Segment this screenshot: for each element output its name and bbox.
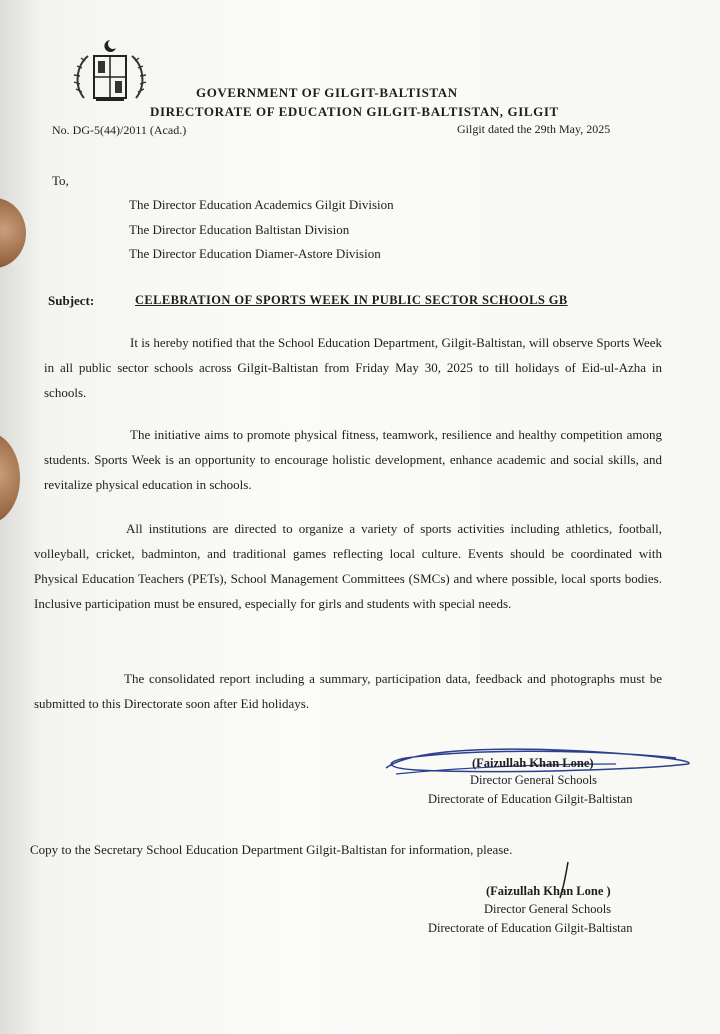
paragraph-1 xyxy=(44,330,662,405)
signatory-name-1: (Faizullah Khan Lone) xyxy=(472,756,594,770)
paragraph-2-text: The initiative aims to promote physical fitness, teamwork, resilience and healthy competition among students. Sports Week is an opportunity to encourage holistic development, enhance academic and social skills, and revitalize physical education in schools. xyxy=(44,427,662,492)
paragraph-4-text: The consolidated report including a summary, participation data, feedback and photographs must be submitted to this Directorate soon after Eid holidays. xyxy=(34,671,662,711)
paragraph-1-text: It is hereby notified that the School Education Department, Gilgit-Baltistan, will observe Sports Week in all public sector schools across Gilgit-Baltistan from Friday May 30, 2025 to till holidays of Eid-ul-Azha in schools. xyxy=(44,335,662,400)
letter-date: Gilgit dated the 29th May, 2025 xyxy=(457,122,611,136)
paragraph-3 xyxy=(34,516,662,616)
subject-label: Subject: xyxy=(48,293,95,308)
to-label: To, xyxy=(52,173,69,188)
government-emblem-icon xyxy=(70,36,150,110)
signatory-title-2: Director General Schools xyxy=(484,902,612,916)
header-government: GOVERNMENT OF GILGIT-BALTISTAN xyxy=(196,85,458,100)
signatory-org-2: Directorate of Education Gilgit-Baltistan xyxy=(428,921,633,935)
recipient-1: The Director Education Academics Gilgit Division xyxy=(129,197,394,212)
recipient-2: The Director Education Baltistan Division xyxy=(129,222,350,237)
header-directorate: DIRECTORATE OF EDUCATION GILGIT-BALTISTAN, GILGIT xyxy=(150,104,559,119)
paragraph-2 xyxy=(44,422,662,497)
reference-number: No. DG-5(44)/2011 (Acad.) xyxy=(52,123,187,137)
recipient-3: The Director Education Diamer-Astore Division xyxy=(129,246,381,261)
signatory-title-1: Director General Schools xyxy=(470,773,598,787)
signatory-org-1: Directorate of Education Gilgit-Baltistan xyxy=(428,792,633,806)
subject-text: CELEBRATION OF SPORTS WEEK IN PUBLIC SECTOR SCHOOLS GB xyxy=(135,293,568,307)
copy-to-line: Copy to the Secretary School Education Department Gilgit-Baltistan for information, please. xyxy=(30,842,513,857)
paragraph-4 xyxy=(34,666,662,716)
paragraph-3-text: All institutions are directed to organize a variety of sports activities including athletics, football, volleyball, cricket, badminton, and traditional games reflecting local culture. Events should be coordinated with Physical Education Teachers (PETs), School Management Committees (SMCs) and where possible, local sports bodies. Inclusive participation must be ensured, especially for girls and students with special needs. xyxy=(34,521,662,611)
signatory-name-2: (Faizullah Khan Lone ) xyxy=(486,884,611,898)
